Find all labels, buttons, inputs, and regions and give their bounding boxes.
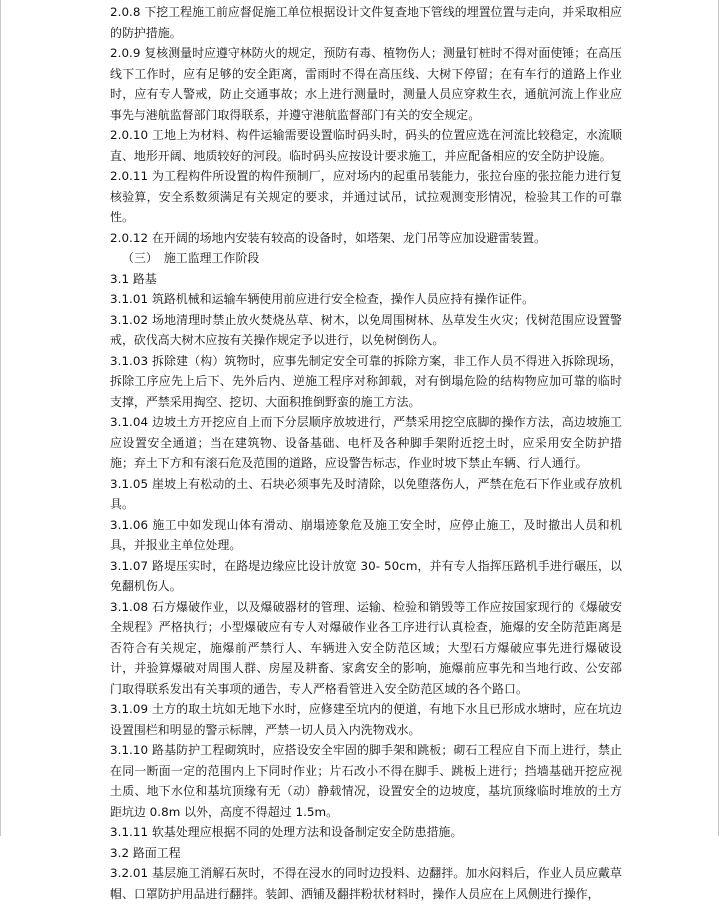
paragraph-3-1-02: 3.1.02 场地清理时禁止放火焚烧丛草、树木，以免周围树林、丛草发生火灾；伐树范围应设置警戒，砍伐高大树木应按有关操作规定予以进行，以免树倒伤人。 bbox=[110, 312, 622, 347]
paragraph-3-1-03: 3.1.03 拆除建（构）筑物时，应事先制定安全可靠的拆除方案，非工作人员不得进入拆除现场，拆除工序应先上后下、先外后内、逆施工程序对称卸载，对有倒塌危险的结构物应加可靠的临时支撑，严禁采用掏空、挖切、大面积推倒野蛮的施工方法。 bbox=[110, 353, 622, 409]
paragraph-3-1-06: 3.1.06 施工中如发现山体有滑动、崩塌迹象危及施工安全时，应停止施工，及时撤出人员和机具，并报业主单位处理。 bbox=[110, 517, 622, 552]
page-edge-left bbox=[0, 0, 1, 836]
paragraph-3-1-01: 3.1.01 筑路机械和运输车辆使用前应进行安全检查，操作人员应持有操作证件。 bbox=[110, 292, 535, 306]
section-heading-pavement: 3.2 路面工程 bbox=[110, 845, 181, 860]
section-heading-roadbed: 3.1 路基 bbox=[110, 271, 157, 286]
paragraph-3-2-01: 3.2.01 基层施工消解石灰时，不得在浸水的同时边投料、边翻拌。加水闷料后，作业人员应戴草帽、口罩防护用品进行翻拌。装卸、洒铺及翻拌粉状材料时，操作人员应在上风侧进行操作， bbox=[110, 866, 622, 901]
paragraph-3-1-09: 3.1.09 土方的取土坑如无地下水时，应修建至坑内的便道，有地下水且已形成水塘时，应在坑边设置围栏和明显的警示标牌，严禁一切人员入内洗物戏水。 bbox=[110, 702, 622, 737]
paragraph-2-0-10: 2.0.10 工地上为材料、构件运输需要设置临时码头时，码头的位置应选在河流比较稳定，水流顺直、地形开阔、地质较好的河段。临时码头应按设计要求施工，并应配备相应的安全防护设施。 bbox=[110, 128, 622, 163]
paragraph-2-0-11: 2.0.11 为工程构件所设置的构件预制厂，应对场内的起重吊装能力，张拉台座的张拉能力进行复核验算，安全系数须满足有关规定的要求，并通过试吊，试拉观测变形情况，检验其工作的可靠性。 bbox=[110, 169, 622, 224]
paragraph-3-1-10: 3.1.10 路基防护工程砌筑时，应搭设安全牢固的脚手架和跳板；砌石工程应自下而上进行，禁止在同一断面一定的范围内上下同时作业；片石改小不得在脚手、跳板上进行；挡墙基础开挖应视土质、地下水位和基坑顶缘有无（动）静载情况，设置安全的边坡度，基坑顶缘临时堆放的土方距坑边 0.8m 以外，高度不得超过 1.5m。 bbox=[110, 743, 622, 819]
section-heading-construction-supervision: （三） 施工监理工作阶段 bbox=[122, 251, 260, 265]
paragraph-2-0-9: 2.0.9 复核测量时应遵守林防火的规定，预防有毒、植物伤人；测量钉桩时不得对面使锤；在高压线下工作时，应有足够的安全距离，雷雨时不得在高压线、大树下停留；在有车行的道路上作业时，应有专人警戒，防止交通事故；水上进行测量时，测量人员应穿救生衣，通航河流上作业应事先与港航监督部门取得联系，并遵守港航监督部门有关的安全规定。 bbox=[110, 46, 622, 122]
paragraph-3-1-05: 3.1.05 崖坡上有松动的土、石块必须事先及时清除，以免堕落伤人，严禁在危石下作业或存放机具。 bbox=[110, 476, 622, 511]
paragraph-2-0-8: 2.0.8 下挖工程施工前应督促施工单位根据设计文件复查地下管线的埋置位置与走向，并采取相应的防护措施。 bbox=[110, 5, 622, 40]
paragraph-3-1-04: 3.1.04 边坡土方开挖应自上而下分层顺序放坡进行，严禁采用挖空底脚的操作方法，高边坡施工应设置安全通道；当在建筑物、设备基础、电杆及各种脚手架附近挖土时，应采用安全防护措施；弃土下方和有滚石危及范围的道路，应设警告标志，作业时坡下禁止车辆、行人通行。 bbox=[110, 415, 622, 470]
document-body bbox=[110, 2, 622, 904]
paragraph-3-1-07: 3.1.07 路堤压实时，在路堤边缘应比设计放宽 30- 50cm，并有专人指挥压路机手进行碾压，以免翻机伤人。 bbox=[110, 558, 622, 593]
paragraph-2-0-12: 2.0.12 在开阔的场地内安装有较高的设备时，如塔架、龙门吊等应加设避雷装置。 bbox=[110, 230, 546, 245]
paragraph-3-1-11: 3.1.11 软基处理应根据不同的处理方法和设备制定安全防患措施。 bbox=[110, 825, 463, 839]
paragraph-3-1-08: 3.1.08 石方爆破作业，以及爆破器材的管理、运输、检验和销毁等工作应按国家现行的《爆破安全规程》严格执行；小型爆破应有专人对爆破作业各工序进行认真检查，施爆的安全防范距离是否符合有关规定，施爆前严禁行人、车辆进入安全防范区域；大型石方爆破应事先进行爆破设计，并验算爆破对周围人群、房屋及耕畜、家禽安全的影响，施爆前应事先和当地行政、公安部门取得联系发出有关事项的通告，专人严格看管进入安全防范区域的各个路口。 bbox=[110, 599, 622, 696]
